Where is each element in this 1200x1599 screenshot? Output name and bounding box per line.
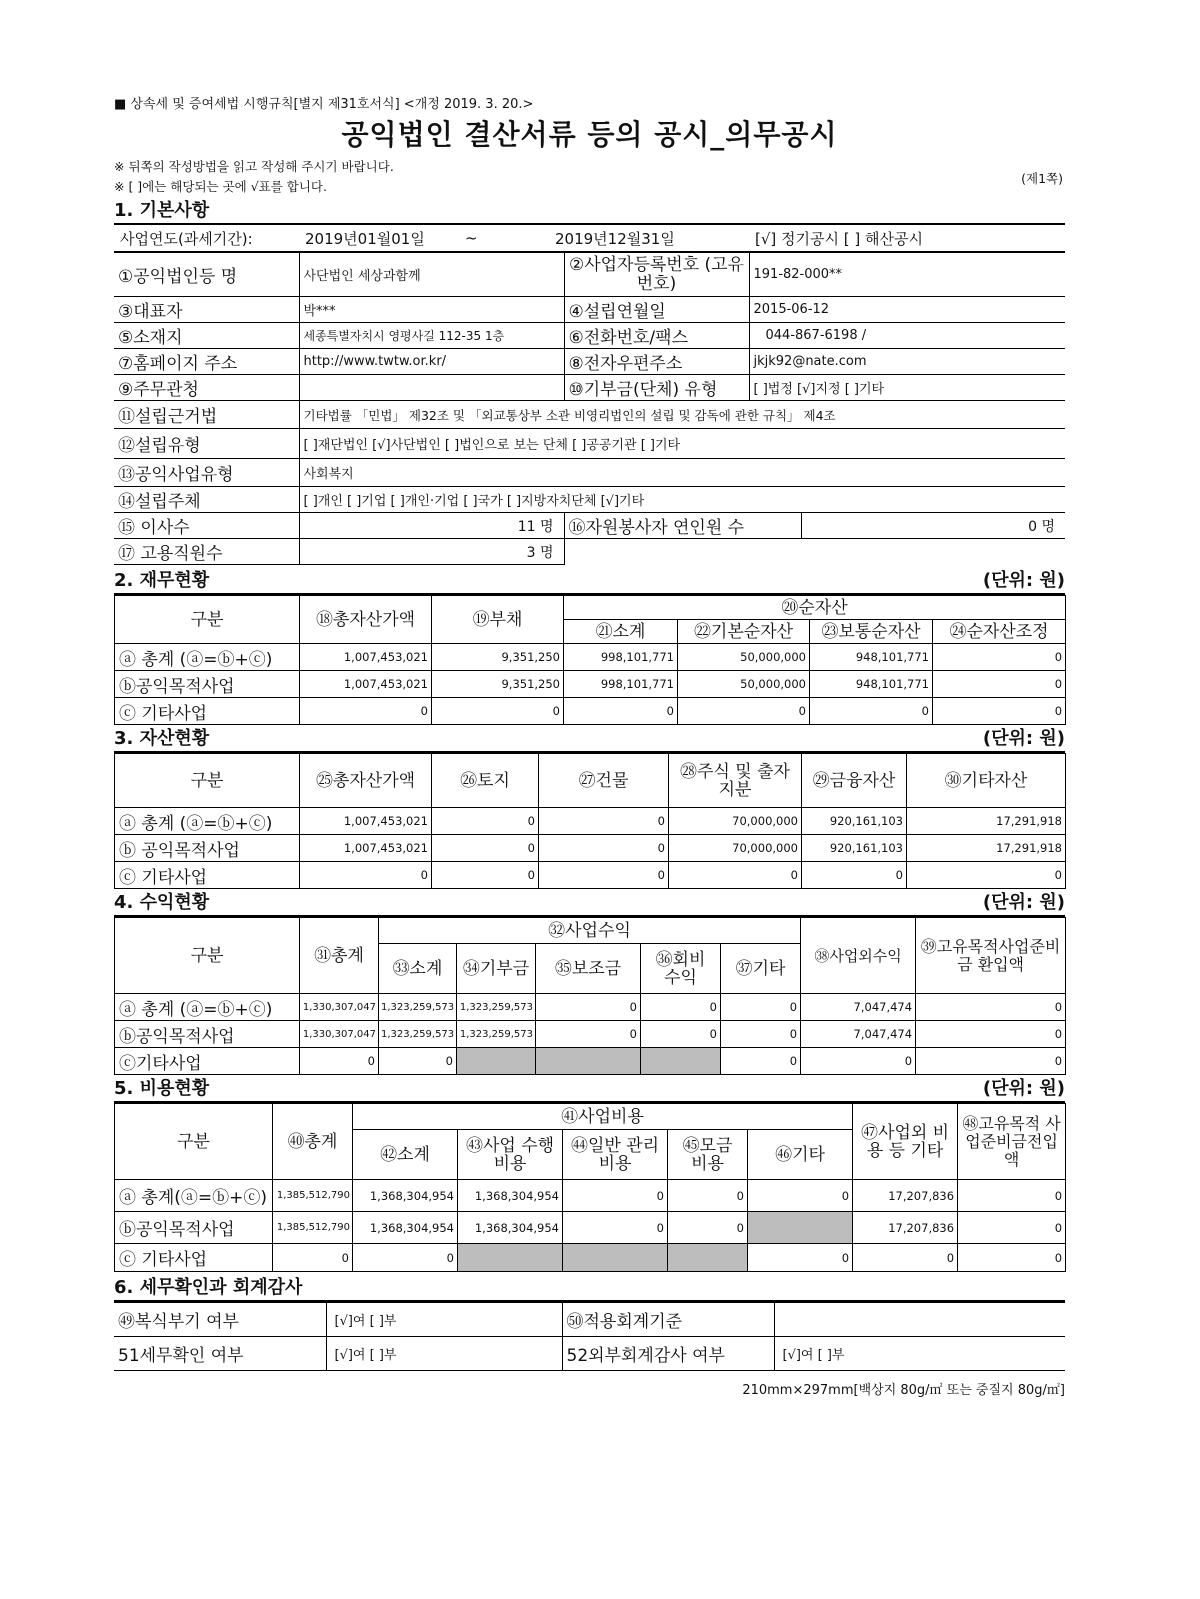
inc-hdr-gubun: 구분	[115, 918, 300, 994]
table-row: ⓑ공익목적사업 1,007,453,021 9,351,250 998,101,771 50,000,000 948,101,771 0	[115, 671, 1066, 698]
directors-label: ⑮ 이사수	[114, 513, 299, 539]
phone-value: 044-867-6198 /	[749, 323, 1065, 349]
standard-value	[774, 1303, 1065, 1337]
section-2-title: 2. 재무현황 (단위: 원)	[114, 569, 1065, 595]
ast-hdr-stock: ㉘주식 및 출자지분	[669, 754, 802, 808]
bookkeeping-label: ㊾복식부기 여부	[114, 1303, 326, 1337]
est-type-label: ⑫설립유형	[114, 429, 299, 459]
estdate-label: ④설립연월일	[564, 297, 749, 323]
exp-hdr-admin: ㊹일반 관리비용	[563, 1130, 668, 1180]
bookkeeping-value: [√]여 [ ]부	[326, 1303, 562, 1337]
disclosure-type: [√] 정기공시 [ ] 해산공시	[755, 229, 923, 248]
bizno-label: ②사업자등록번호 (고유번호)	[564, 253, 749, 297]
ast-hdr-building: ㉗건물	[539, 754, 669, 808]
exp-hdr-subtotal: ㊷소계	[353, 1130, 458, 1180]
fin-hdr-net-assets: ⑳순자산	[564, 596, 1066, 620]
section-4-title: 4. 수익현황 (단위: 원)	[114, 891, 1065, 917]
page-title: 공익법인 결산서류 등의 공시_의무공시	[341, 118, 838, 151]
rep-label: ③대표자	[114, 297, 299, 323]
table-row: ⓑ 공익목적사업 1,007,453,021 0 0 70,000,000 920,161,103 17,291,918	[115, 835, 1066, 862]
period-start: 2019년01월01일	[305, 229, 425, 248]
homepage-label: ⑦홈페이지 주소	[114, 349, 299, 375]
inc-hdr-dues: ㊱회비 수익	[641, 944, 721, 994]
table-row: ⓐ 총계(ⓐ=ⓑ+ⓒ) 1,385,512,790 1,368,304,954 1,368,304,954 0 0 0 17,207,836 0	[115, 1180, 1066, 1212]
phone-label: ⑥전화번호/팩스	[564, 323, 749, 349]
section-6-title: 6. 세무확인과 회계감사	[114, 1276, 1065, 1302]
office-label: ⑨주무관청	[114, 375, 299, 401]
expense-table	[114, 1103, 1066, 1272]
inc-hdr-subtotal: ㉝소계	[379, 944, 457, 994]
org-name-value: 사단법인 세상과함께	[299, 253, 564, 297]
period-end: 2019년12월31일	[555, 229, 675, 248]
email-value: jkjk92@nate.com	[749, 349, 1065, 375]
form-page	[114, 95, 1065, 1398]
exp-hdr-fund: ㊺모금 비용	[668, 1130, 748, 1180]
office-value	[299, 375, 564, 401]
ext-audit-label: 52외부회계감사 여부	[562, 1337, 774, 1371]
basic-info-table	[114, 252, 1065, 513]
law-note: ■ 상속세 및 증여세법 시행규칙[별지 제31호서식] <개정 2019. 3. 20.>	[114, 97, 534, 112]
fin-hdr-total-assets: ⑱총자산가액	[300, 596, 432, 644]
period-tilde: ~	[465, 229, 478, 247]
founder-label: ⑭설립주체	[114, 487, 299, 513]
table-row: ⓐ 총계 (ⓐ=ⓑ+ⓒ) 1,007,453,021 0 0 70,000,000 920,161,103 17,291,918	[115, 808, 1066, 835]
est-type-value: [ ]재단법인 [√]사단법인 [ ]법인으로 보는 단체 [ ]공공기관 [ ]기타	[299, 429, 1065, 459]
ast-hdr-financial: ㉙금융자산	[802, 754, 907, 808]
table-row: ⓒ기타사업 0 0 0 0 0	[115, 1048, 1066, 1075]
exp-hdr-reserve: ㊽고유목적 사업준비금전입액	[958, 1104, 1066, 1180]
address-label: ⑤소재지	[114, 323, 299, 349]
period-label: 사업연도(과세기간):	[120, 229, 253, 248]
founder-value: [ ]개인 [ ]기업 [ ]개인·기업 [ ]국가 [ ]지방자치단체 [√]기타	[299, 487, 1065, 513]
estdate-value: 2015-06-12	[749, 297, 1065, 323]
table-row: ⓐ 총계 (ⓐ=ⓑ+ⓒ) 1,330,307,047 1,323,259,573 1,323,259,573 0 0 0 7,047,474 0	[115, 994, 1066, 1021]
ast-hdr-other: ㉚기타자산	[907, 754, 1066, 808]
table-row: ⓑ공익목적사업 1,385,512,790 1,368,304,954 1,368,304,954 0 0 17,207,836 0	[115, 1212, 1066, 1244]
basis-law-value: 기타법률 「민법」 제32조 및 「외교통상부 소관 비영리법인의 설립 및 감독에 관한 규칙」 제4조	[299, 401, 1065, 429]
section-3-title: 3. 자산현황 (단위: 원)	[114, 727, 1065, 753]
table-row: ⓒ 기타사업 0 0 0 0 0 0	[115, 698, 1066, 725]
tax-check-value: [√]여 [ ]부	[326, 1337, 562, 1371]
inc-hdr-donation: ㉞기부금	[457, 944, 536, 994]
income-table	[114, 917, 1066, 1075]
email-label: ⑧전자우편주소	[564, 349, 749, 375]
standard-label: ㊿적용회계기준	[562, 1303, 774, 1337]
section-2-unit: (단위: 원)	[982, 570, 1065, 591]
note-2: ※ [ ]에는 해당되는 곳에 √표를 합니다.	[114, 179, 327, 194]
employees-value: 3 명	[299, 539, 564, 565]
ast-hdr-gubun: 구분	[115, 754, 300, 808]
biz-type-value: 사회복지	[299, 459, 1065, 487]
donation-type-label: ⑩기부금(단체) 유형	[564, 375, 749, 401]
inc-hdr-reserve: ㊴고유목적사업준비금 환입액	[916, 918, 1066, 994]
section-1-title: 1. 기본사항	[114, 199, 1065, 225]
fiscal-period-row	[114, 225, 1065, 252]
basis-law-label: ⑪설립근거법	[114, 401, 299, 429]
paper-spec: 210mm×297mm[백상지 80g/㎡ 또는 중질지 80g/㎡]	[742, 1383, 1065, 1398]
org-name-label: ①공익법인등 명	[114, 253, 299, 297]
volunteers-label: ⑯자원봉사자 연인원 수	[564, 513, 801, 539]
table-row: ⓒ 기타사업 0 0 0 0 0	[115, 1244, 1066, 1272]
address-value: 세종특별자치시 영평사길 112-35 1층	[299, 323, 564, 349]
table-row: ⓑ공익목적사업 1,330,307,047 1,323,259,573 1,323,259,573 0 0 0 7,047,474 0	[115, 1021, 1066, 1048]
section-5-title: 5. 비용현황 (단위: 원)	[114, 1077, 1065, 1103]
exp-hdr-gubun: 구분	[115, 1104, 273, 1180]
table-row: ⓐ 총계 (ⓐ=ⓑ+ⓒ) 1,007,453,021 9,351,250 998,101,771 50,000,000 948,101,771 0	[115, 644, 1066, 671]
table-row: ⓒ 기타사업 0 0 0 0 0 0	[115, 862, 1066, 889]
tax-check-label: 51세무확인 여부	[114, 1337, 326, 1371]
fin-hdr-subtotal: ㉑소계	[564, 620, 678, 644]
biz-type-label: ⑬공익사업유형	[114, 459, 299, 487]
inc-hdr-other: ㊲기타	[721, 944, 801, 994]
volunteers-value: 0 명	[801, 513, 1065, 539]
inc-hdr-subsidy: ㉟보조금	[536, 944, 641, 994]
exp-hdr-biz-cost: ㊶사업비용	[353, 1104, 853, 1130]
exp-hdr-exec: ㊸사업 수행비용	[458, 1130, 563, 1180]
exp-hdr-other: ㊻기타	[748, 1130, 853, 1180]
fin-hdr-adjust: ㉔순자산조정	[933, 620, 1066, 644]
rep-value: 박***	[299, 297, 564, 323]
ext-audit-value: [√]여 [ ]부	[774, 1337, 1065, 1371]
inc-hdr-total: ㉛총계	[300, 918, 379, 994]
directors-value: 11 명	[299, 513, 564, 539]
employees-label: ⑰ 고용직원수	[114, 539, 299, 565]
inc-hdr-nonbiz: ㊳사업외수익	[801, 918, 916, 994]
section-4-unit: (단위: 원)	[982, 892, 1065, 913]
assets-table	[114, 753, 1066, 889]
bizno-value: 191-82-000**	[749, 253, 1065, 297]
donation-type-value: [ ]법정 [√]지정 [ ]기타	[749, 375, 1065, 401]
ast-hdr-land: ㉖토지	[432, 754, 539, 808]
page-number: (제1쪽)	[1021, 171, 1063, 186]
fin-hdr-basic: ㉒기본순자산	[678, 620, 810, 644]
inc-hdr-biz-income: ㉜사업수익	[379, 918, 801, 944]
finance-table	[114, 595, 1066, 725]
section-3-unit: (단위: 원)	[982, 728, 1065, 749]
staff-table	[114, 512, 1065, 565]
fin-hdr-normal: ㉓보통순자산	[810, 620, 933, 644]
instructions	[114, 157, 1065, 199]
section-5-unit: (단위: 원)	[982, 1078, 1065, 1099]
fin-hdr-gubun: 구분	[115, 596, 300, 644]
exp-hdr-total: ㊵총계	[273, 1104, 353, 1180]
exp-hdr-nonbiz: ㊼사업외 비용 등 기타	[853, 1104, 958, 1180]
ast-hdr-total: ㉕총자산가액	[300, 754, 432, 808]
fin-hdr-liabilities: ⑲부채	[432, 596, 564, 644]
homepage-value: http://www.twtw.or.kr/	[299, 349, 564, 375]
note-1: ※ 뒤쪽의 작성방법을 읽고 작성해 주시기 바랍니다.	[114, 159, 394, 174]
audit-table	[114, 1302, 1065, 1371]
